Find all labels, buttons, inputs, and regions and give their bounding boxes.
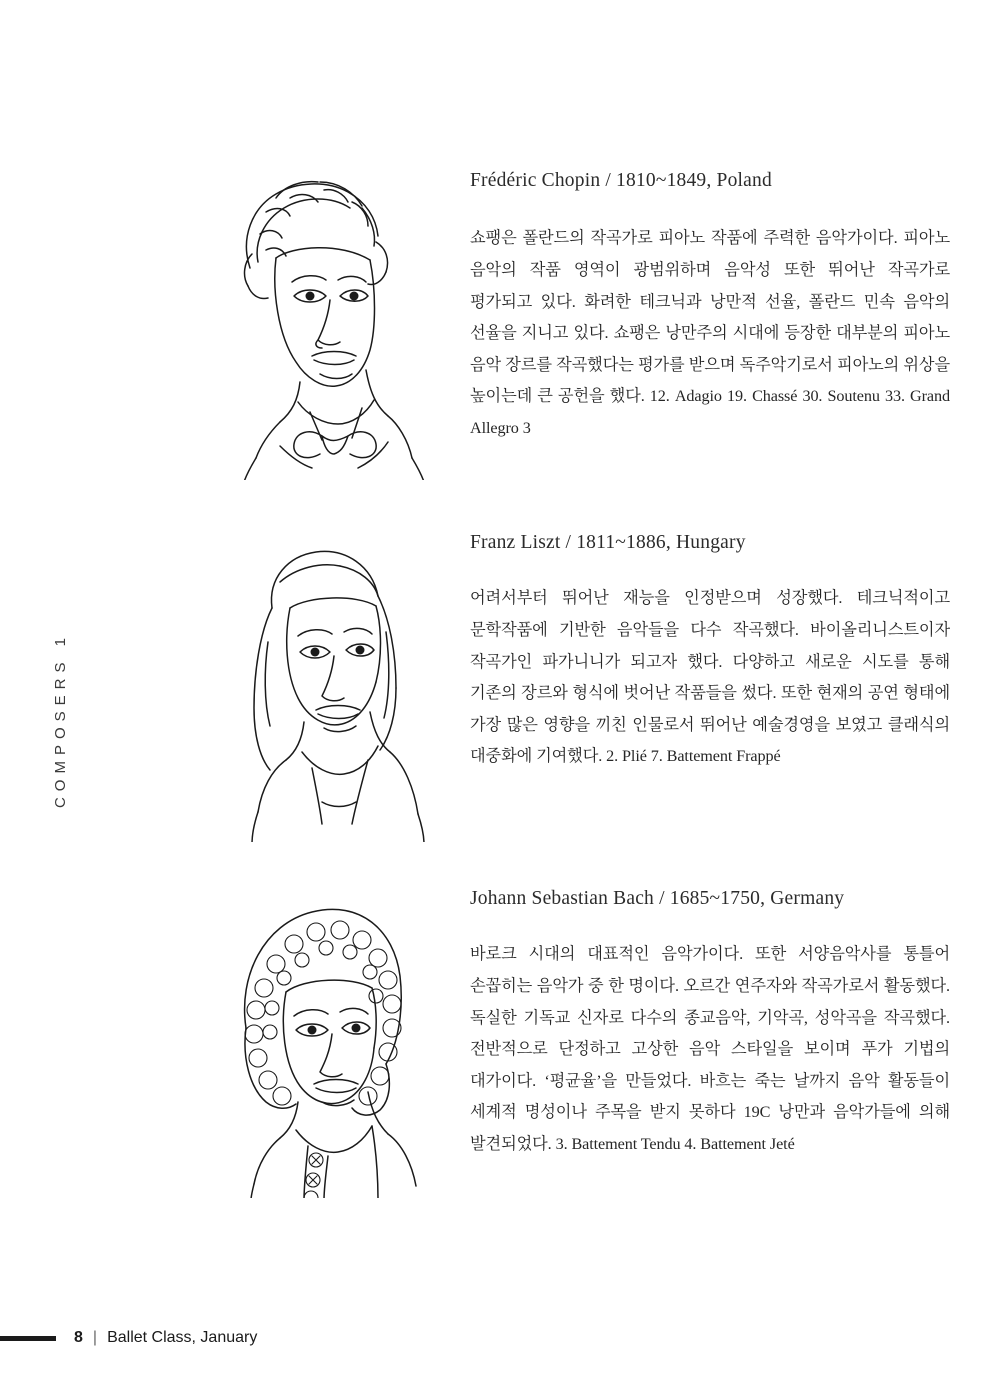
footer-rule [0,1336,56,1341]
composer-text-column [460,868,950,1198]
section-side-label-text: COMPOSERS 1 [51,631,69,809]
bach-portrait [160,868,460,1198]
composer-title: Franz Liszt / 1811~1886, Hungary [470,532,746,553]
composer-description: 어려서부터 뛰어난 재능을 인정받으며 성장했다. 테크닉적이고 문학작품에 기반한 음악들을 다수 작곡했다. 바이올리니스트이자 작곡가인 파가니니가 되고자 했다. 다양하고 새로운 시도를 통해 기존의 장르와 형식에 벗어난 작품들을 썼다. 또한 현재의 공연 형태에 가장 많은 영향을 끼친 인물로서 뛰어난 예술경영을 보였고 클래식의 대중화에 기여했다. 2. Plié 7. Battement Frappé [470,589,950,766]
composer-entry [160,150,950,480]
composer-description: 쇼팽은 폴란드의 작곡가로 피아노 작품에 주력한 음악가이다. 피아노 음악의 작품 영역이 광범위하며 음악성 또한 뛰어난 작곡가로 평가되고 있다. 화려한 테크닉과 낭만적 선율, 폴란드 민속 음악의 선율을 지니고 있다. 쇼팽은 낭만주의 시대에 등장한 대부분의 피아노 음악 장르를 작곡했다는 평가를 받으며 독주악기로서 피아노의 위상을 높이는데 큰 공헌을 했다. 12. Adagio 19. Chassé 30. Soutenu 33. Grand Allegro 3 [470,229,950,437]
page-number: 8 [74,1329,83,1346]
composer-entry [160,868,950,1198]
liszt-portrait [160,512,460,842]
footer-separator: | [92,1329,98,1346]
composer-text-column [460,150,950,480]
composer-text-column [460,512,950,842]
chopin-portrait [160,150,460,480]
section-side-label [40,590,80,850]
page-footer [0,1318,990,1358]
footer-title: Ballet Class, January [107,1329,258,1346]
composer-title: Frédéric Chopin / 1810~1849, Poland [470,170,772,191]
composer-description: 바로크 시대의 대표적인 음악가이다. 또한 서양음악사를 통틀어 손꼽히는 음악가 중 한 명이다. 오르간 연주자와 작곡가로서 활동했다. 독실한 기독교 신자로 다수의 종교음악, 기악곡, 성악곡을 작곡했다. 전반적으로 단정하고 고상한 음악 스타일을 보이며 푸가 기법의 대가이다. ‘평균율’을 만들었다. 바흐는 죽는 날까지 음악 활동들이 세계적 명성이나 주목을 받지 못하다 19C 낭만과 음악가들에 의해 발견되었다. 3. Battement Tendu 4. Battement Jeté [470,945,950,1153]
composer-entry [160,512,950,842]
composer-title: Johann Sebastian Bach / 1685~1750, Germany [470,888,845,909]
